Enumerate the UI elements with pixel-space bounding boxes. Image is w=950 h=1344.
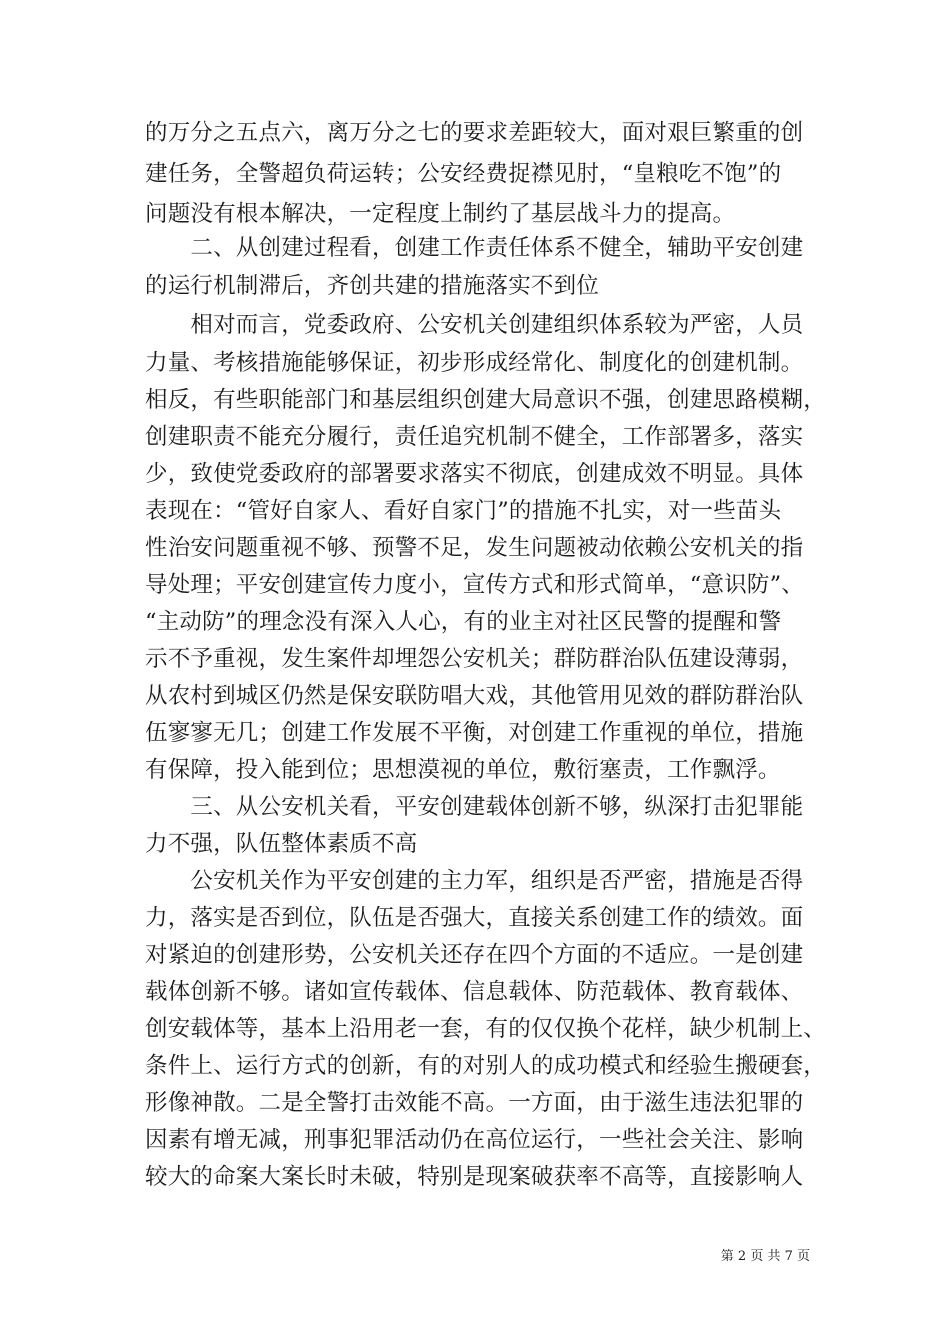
text-line: 从农村到城区仍然是保安联防唱大戏，其他管用见效的群防群治队 (145, 683, 804, 709)
text-line: 的万分之五点六，离万分之七的要求差距较大，面对艰巨繁重的创 (145, 120, 804, 146)
text-line: 相反，有些职能部门和基层组织创建大局意识不强，创建思路模糊， (145, 387, 827, 413)
text-line: 导处理；平安创建宣传力度小，宣传方式和形式简单，“意识防”、 (145, 572, 805, 598)
text-line: 条件上、运行方式的创新，有的对别人的成功模式和经验生搬硬套， (145, 1053, 827, 1079)
text-line: 建任务，全警超负荷运转；公安经费捉襟见肘，“皇粮吃不饱”的 (145, 161, 782, 187)
text-line: 少，致使党委政府的部署要求落实不彻底，创建成效不明显。具体 (145, 461, 804, 487)
text-line: 载体创新不够。诸如宣传载体、信息载体、防范载体、教育载体、 (145, 979, 804, 1005)
text-line: 示不予重视，发生案件却埋怨公安机关；群防群治队伍建设薄弱， (145, 646, 804, 672)
text-line: 有保障，投入能到位；思想漠视的单位，敷衍塞责，工作飘浮。 (145, 757, 781, 783)
section-heading-two: 二、从创建过程看，创建工作责任体系不健全，辅助平安创建 (145, 235, 804, 261)
text-line: “主动防”的理念没有深入人心，有的业主对社区民警的提醒和警 (145, 609, 782, 635)
page-number: 第 2 页 共 7 页 (720, 1249, 810, 1264)
text-line: 力，落实是否到位，队伍是否强大，直接关系创建工作的绩效。面 (145, 905, 804, 931)
text-line: 较大的命案大案长时未破，特别是现案破获率不高等，直接影响人 (145, 1164, 804, 1190)
text-line: 表现在：“管好自家人、看好自家门”的措施不扎实，对一些苗头 (145, 498, 782, 524)
text-line: 创建职责不能充分履行，责任追究机制不健全，工作部署多，落实 (145, 424, 804, 450)
text-line: 问题没有根本解决，一定程度上制约了基层战斗力的提高。 (145, 201, 736, 227)
text-line: 公安机关作为平安创建的主力军，组织是否严密，措施是否得 (145, 868, 804, 894)
text-line: 对紧迫的创建形势，公安机关还存在四个方面的不适应。一是创建 (145, 942, 804, 968)
text-line: 形像神散。二是全警打击效能不高。一方面，由于滋生违法犯罪的 (145, 1090, 804, 1116)
text-line: 力量、考核措施能够保证，初步形成经常化、制度化的创建机制。 (145, 350, 804, 376)
text-line: 性治安问题重视不够、预警不足，发生问题被动依赖公安机关的指 (145, 535, 804, 561)
section-heading-three: 三、从公安机关看，平安创建载体创新不够，纵深打击犯罪能 (145, 794, 804, 820)
text-line: 因素有增无减，刑事犯罪活动仍在高位运行，一些社会关注、影响 (145, 1127, 804, 1153)
text-line: 创安载体等，基本上沿用老一套，有的仅仅换个花样，缺少机制上、 (145, 1016, 827, 1042)
text-line: 伍寥寥无几；创建工作发展不平衡，对创建工作重视的单位，措施 (145, 720, 804, 746)
section-heading-two-cont: 的运行机制滞后，齐创共建的措施落实不到位 (145, 273, 600, 299)
text-line: 相对而言，党委政府、公安机关创建组织体系较为严密，人员 (145, 312, 804, 338)
section-heading-three-cont: 力不强，队伍整体素质不高 (145, 831, 418, 857)
